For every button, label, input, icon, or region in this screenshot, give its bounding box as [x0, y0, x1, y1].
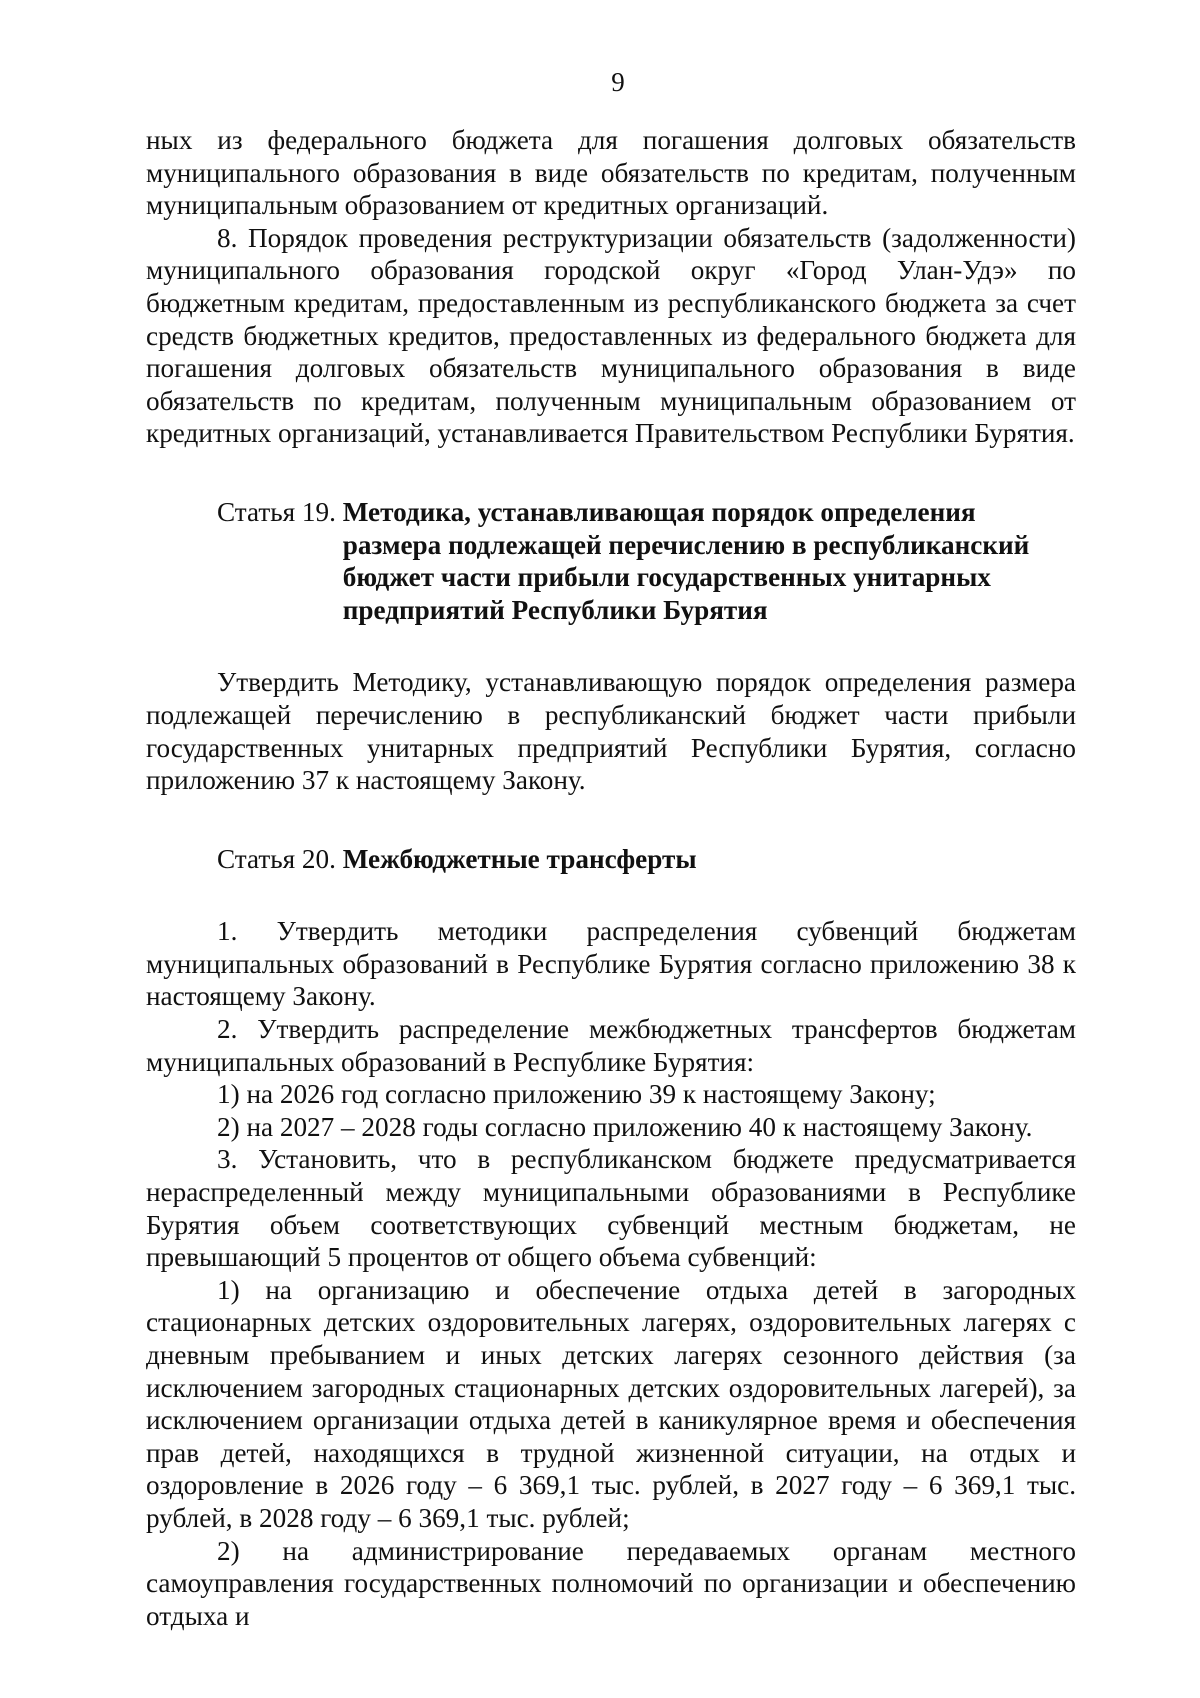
document-body — [146, 124, 1076, 1632]
article-20-item-2-1: 1) на 2026 год согласно приложению 39 к настоящему Закону; — [217, 1079, 936, 1110]
paragraph-item-8: 8. Порядок проведения реструктуризации обязательств (задолженности) муниципального образования городской округ «Город Улан-Удэ» по бюджетным кредитам, предоставленным из республиканского бюджета за счет средств бюджетных кредитов, предоставленных из федерального бюджета для погашения долговых обязательств муниципального образования в виде обязательств по кредитам, полученным муниципальным образованием от кредитных организаций, устанавливается Правительством Республики Бурятия. — [146, 222, 1076, 449]
spacer — [146, 626, 1076, 666]
spacer — [146, 797, 1076, 843]
article-20-item-3-2: 2) на администрирование передаваемых органам местного самоуправления государственных полномочий по организации и обеспечению отдыха и — [146, 1535, 1076, 1631]
article-20-number: Статья 20. — [217, 843, 343, 874]
article-20-item-1: 1. Утвердить методики распределения субвенций бюджетам муниципальных образований в Республике Бурятия согласно приложению 38 к настоящему Закону. — [146, 916, 1076, 1012]
article-20-title: Межбюджетные трансферты — [342, 843, 697, 874]
article-20-item-3-1: 1) на организацию и обеспечение отдыха детей в загородных стационарных детских оздоровительных лагерях, оздоровительных лагерях с дневным пребыванием и иных детских лагерях сезонного действия (за исключением загородных стационарных детских оздоровительных лагерей), за исключением организации отдыха детей в каникулярное время и обеспечения прав детей, находящихся в трудной жизненной ситуации, на отдых и оздоровление в 2026 году – 6 369,1 тыс. рублей, в 2027 году – 6 369,1 тыс. рублей, в 2028 году – 6 369,1 тыс. рублей; — [146, 1274, 1076, 1533]
spacer — [146, 450, 1076, 496]
article-20-item-2: 2. Утвердить распределение межбюджетных трансфертов бюджетам муниципальных образований в Республике Бурятия: — [146, 1014, 1076, 1077]
article-20-item-3: 3. Установить, что в республиканском бюджете предусматривается нераспределенный между муниципальными образованиями в Республике Бурятия объем соответствующих субвенций местным бюджетам, не превышающий 5 процентов от общего объема субвенций: — [146, 1144, 1076, 1273]
article-19-heading — [146, 496, 1076, 626]
article-20-heading — [146, 843, 1076, 876]
page-number: 9 — [611, 67, 625, 97]
article-20-item-2-2: 2) на 2027 – 2028 годы согласно приложению 40 к настоящему Закону. — [217, 1111, 1033, 1142]
article-19-number: Статья 19. — [217, 496, 343, 527]
paragraph-continuation: ных из федерального бюджета для погашения долговых обязательств муниципального образования в виде обязательств по кредитам, полученным муниципальным образованием от кредитных организаций. — [146, 125, 1076, 221]
article-19-text: Утвердить Методику, устанавливающую порядок определения размера подлежащей перечислению в республиканский бюджет части прибыли государственных унитарных предприятий Республики Бурятия, согласно приложению 37 к настоящему Закону. — [146, 667, 1076, 796]
spacer — [146, 875, 1076, 915]
article-19-title: Методика, устанавливающая порядок определения размера подлежащей перечислению в республиканский бюджет части прибыли государственных унитарных предприятий Республики Бурятия — [342, 496, 1030, 625]
